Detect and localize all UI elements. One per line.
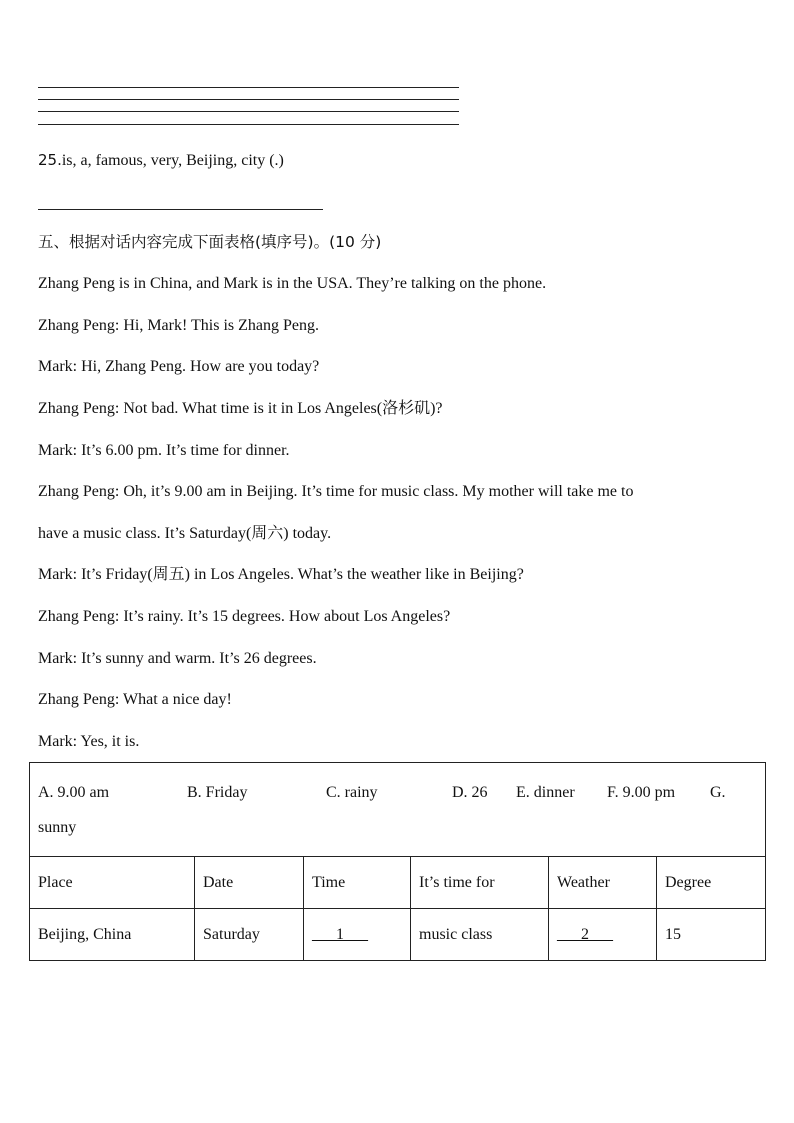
option-g-text: sunny [38, 818, 77, 836]
answer-line-3 [38, 111, 459, 112]
dialogue-line-3: Zhang Peng: Not bad. What time is it in Los Angeles(洛杉矶)? [38, 400, 443, 417]
answer-line-2 [38, 99, 459, 100]
dialogue-line-5: Zhang Peng: Oh, it’s 9.00 am in Beijing. It’s time for music class. My mother will take me to [38, 483, 634, 500]
dialogue-line-7: Mark: It’s Friday(周五) in Los Angeles. What’s the weather like in Beijing? [38, 566, 524, 583]
question-words: is, a, famous, very, Beijing, city (.) [61, 152, 284, 169]
options-row [30, 763, 766, 857]
header-weather: Weather [549, 857, 657, 909]
dialogue-line-10: Zhang Peng: What a nice day! [38, 691, 232, 708]
dialogue-line-8: Zhang Peng: It’s rainy. It’s 15 degrees. How about Los Angeles? [38, 608, 451, 625]
dialogue-line-9: Mark: It’s sunny and warm. It’s 26 degrees. [38, 650, 317, 667]
option-g: G. [710, 783, 726, 801]
header-time: Time [304, 857, 411, 909]
header-place: Place [30, 857, 195, 909]
table-row [30, 909, 766, 961]
header-date: Date [195, 857, 304, 909]
option-d: D. 26 [452, 783, 488, 801]
cell-degree: 15 [657, 909, 766, 961]
dialogue-line-4: Mark: It’s 6.00 pm. It’s time for dinner. [38, 442, 290, 459]
cell-weather-blank[interactable] [549, 909, 657, 961]
cell-time-blank[interactable] [304, 909, 411, 961]
option-f: F. 9.00 pm [607, 783, 676, 801]
header-time-for: It’s time for [411, 857, 549, 909]
answer-line-1 [38, 87, 459, 88]
answer-table [29, 762, 766, 961]
dialogue-line-6: have a music class. It’s Saturday(周六) today. [38, 525, 332, 542]
option-b: B. Friday [187, 783, 248, 801]
blank-1[interactable]: ___1___ [312, 925, 368, 943]
option-c: C. rainy [326, 783, 378, 801]
dialogue-line-11: Mark: Yes, it is. [38, 733, 140, 750]
section-heading: 五、根据对话内容完成下面表格(填序号)。(10 分) [38, 233, 382, 251]
question-number: 25. [38, 151, 62, 169]
dialogue-line-1: Zhang Peng: Hi, Mark! This is Zhang Peng. [38, 317, 320, 334]
dialogue-line-2: Mark: Hi, Zhang Peng. How are you today? [38, 358, 320, 375]
options-cell [30, 763, 766, 857]
answer-line-25 [38, 209, 323, 210]
answer-line-4 [38, 124, 459, 125]
cell-date: Saturday [195, 909, 304, 961]
cell-time-for: music class [411, 909, 549, 961]
question-25 [38, 150, 284, 171]
blank-2[interactable]: ___2___ [557, 925, 613, 943]
dialogue-intro: Zhang Peng is in China, and Mark is in the USA. They’re talking on the phone. [38, 275, 547, 292]
option-a: A. 9.00 am [38, 783, 110, 801]
table-header-row [30, 857, 766, 909]
header-degree: Degree [657, 857, 766, 909]
cell-place: Beijing, China [30, 909, 195, 961]
option-e: E. dinner [516, 783, 575, 801]
